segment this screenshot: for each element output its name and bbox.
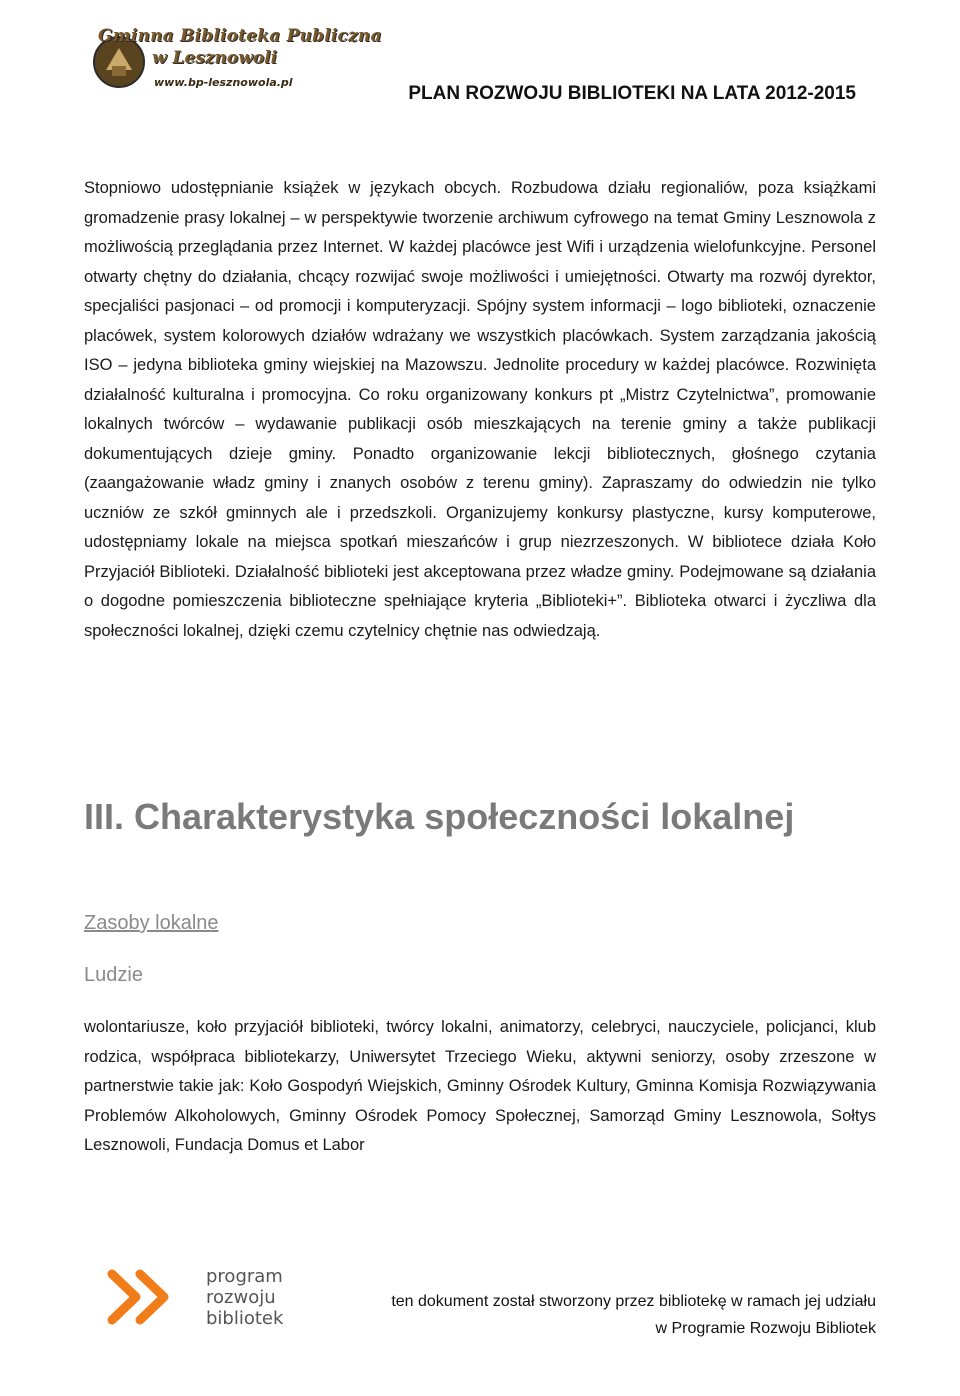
logo-title-line1: Gminna Biblioteka Publiczna [98, 26, 382, 46]
section-heading: III. Charakterystyka społeczności lokalnej [84, 796, 795, 837]
local-resources-heading: Zasoby lokalne [84, 912, 219, 934]
footer-note-line2: w Programie Rozwoju Bibliotek [655, 1320, 876, 1337]
program-chevrons-icon [106, 1266, 202, 1328]
footer-note [316, 1288, 876, 1342]
logo-url: www.bp-lesznowola.pl [154, 76, 293, 89]
main-paragraph: Stopniowo udostępnianie książek w językach obcych. Rozbudowa działu regionaliów, poza książkami gromadzenie prasy lokalnej – w perspektywie tworzenie archiwum cyfrowego na temat Gminy Lesznowola z możliwością przeglądania przez Internet. W każdej placówce jest Wifi i urządzenia wielofunkcyjne. Personel otwarty chętny do działania, chcący rozwijać swoje możliwości i umiejętności. Otwarty ma rozwój dyrektor, specjaliści pasjonaci – od promocji i komputeryzacji. Spójny system informacji – logo biblioteki, oznaczenie placówek, system kolorowych działów wdrażany we wszystkich placówkach. System zarządzania jakością ISO – jedyna biblioteka gminy wiejskiej na Mazowszu. Jednolite procedury w każdej placówce. Rozwinięta działalność kulturalna i promocyjna. Co roku organizowany konkurs pt „Mistrz Czytelnictwa”, promowanie lokalnych twórców – wydawanie publikacji osób mieszkających na terenie gminy a także publikacji dokumentujących dzieje gminy. Ponadto organizowanie lekcji bibliotecznych, głośnego czytania (zaangażowanie władz gminy i znanych osobów z terenu gminy). Zapraszamy do odwiedzin nie tylko uczniów ze szkół gminnych ale i przedszkoli. Organizujemy konkursy plastyczne, kursy komputerowe, udostępniamy lokale na miejsca spotkań mieszańców i grup niezrzeszonych. W bibliotece działa Koło Przyjaciół Biblioteki. Działalność biblioteki jest akceptowana przez władze gminy. Podejmowane są działania o dogodne pomieszczenia biblioteczne spełniające kryteria „Biblioteki+”. Biblioteka otwarci i życzliwa dla społeczności lokalnej, dzięki czemu czytelnicy chętnie nas odwiedzają. [84, 179, 876, 640]
people-heading: Ludzie [84, 964, 143, 986]
people-paragraph: wolontariusze, koło przyjaciół biblioteki, twórcy lokalni, animatorzy, celebryci, nauczyciele, policjanci, klub rodzica, współpraca bibliotekarzy, Uniwersytet Trzeciego Wieku, aktywni seniorzy, osoby zrzeszone w partnerstwie takie jak: Koło Gospodyń Wiejskich, Gminny Ośrodek Kultury, Gminna Komisja Rozwiązywania Problemów Alkoholowych, Gminny Ośrodek Pomocy Społecznej, Samorząd Gminy Lesznowola, Sołtys Lesznowoli, Fundacja Domus et Labor [84, 1018, 876, 1154]
document-title: PLAN ROZWOJU BIBLIOTEKI NA LATA 2012-2015 [408, 83, 856, 104]
logo-title-line2: w Lesznowoli [152, 48, 278, 68]
library-logo [92, 22, 382, 100]
program-logo [106, 1266, 306, 1328]
program-logo-text: program rozwoju bibliotek [206, 1266, 284, 1329]
footer-note-line1: ten dokument został stworzony przez bibliotekę w ramach jej udziału [391, 1293, 876, 1310]
